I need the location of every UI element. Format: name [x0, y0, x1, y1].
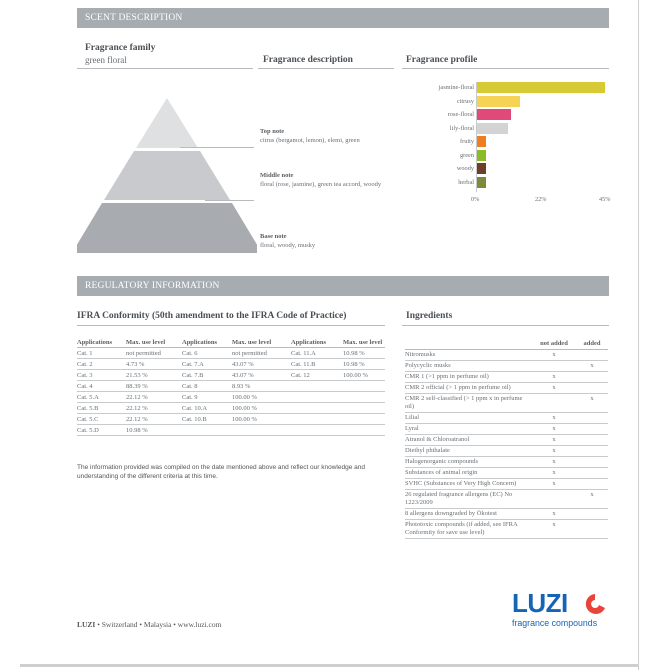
ifra-cell: Cat. 1 — [77, 348, 126, 359]
ingredient-added-mark — [576, 350, 608, 361]
ifra-header: Applications — [291, 337, 343, 348]
ifra-row — [77, 348, 385, 359]
ingredient-added-mark — [576, 457, 608, 468]
ifra-cell — [291, 425, 343, 436]
ifra-row — [77, 403, 385, 414]
logo-word: LUZI — [512, 588, 568, 618]
ifra-cell: 10.98 % — [343, 348, 385, 359]
chart-category-label: woody — [456, 165, 474, 172]
ingredient-row — [405, 394, 608, 413]
ingredient-name: Diethyl phthalate — [405, 446, 532, 457]
ifra-cell: Cat. 5.D — [77, 425, 126, 436]
ingredient-added-mark — [576, 372, 608, 383]
chart-bar-lily-floral — [477, 123, 508, 134]
chart-bar-jasmine-floral — [477, 82, 605, 93]
ifra-cell: 10.98 % — [126, 425, 182, 436]
ingredient-not-added-mark: x — [532, 424, 576, 435]
ingredient-row — [405, 490, 608, 509]
ifra-heading: IFRA Conformity (50th amendment to the IFRA Code of Practice) — [77, 311, 347, 321]
ingredient-added-mark: x — [576, 394, 608, 413]
ingredient-row — [405, 446, 608, 457]
ifra-cell: not permitted — [232, 348, 291, 359]
ingredient-added-mark — [576, 424, 608, 435]
ifra-cell: 100.00 % — [343, 370, 385, 381]
ifra-cell: 43.07 % — [232, 370, 291, 381]
ingredient-added-mark — [576, 413, 608, 424]
ifra-row — [77, 359, 385, 370]
ingredients-header-added: added — [576, 337, 608, 350]
ingredient-name: CMR 2 self-classified (> 1 ppm x in perfume oil) — [405, 394, 532, 413]
chart-category-label: rose-floral — [447, 111, 474, 118]
ingredient-added-mark — [576, 509, 608, 520]
logo-subtitle: fragrance compounds — [512, 618, 598, 628]
ingredient-row — [405, 479, 608, 490]
ifra-rule — [77, 325, 385, 326]
fragrance-profile-chart — [410, 82, 610, 212]
ingredient-row — [405, 361, 608, 372]
ifra-header: Applications — [182, 337, 232, 348]
ifra-row — [77, 370, 385, 381]
ifra-cell: Cat. 7.A — [182, 359, 232, 370]
ifra-cell: Cat. 10.A — [182, 403, 232, 414]
ingredient-not-added-mark: x — [532, 413, 576, 424]
ingredient-row — [405, 435, 608, 446]
ifra-cell: Cat. 3 — [77, 370, 126, 381]
fragrance-profile-heading: Fragrance profile — [406, 55, 478, 65]
ifra-cell: 100.00 % — [232, 403, 291, 414]
fragrance-pyramid — [77, 98, 257, 254]
ingredient-name: Lyral — [405, 424, 532, 435]
chart-category-label: lily-floral — [449, 124, 474, 132]
ifra-cell — [343, 392, 385, 403]
ifra-row — [77, 414, 385, 425]
ingredient-not-added-mark: x — [532, 509, 576, 520]
ifra-cell: 88.39 % — [126, 381, 182, 392]
chart-x-tick: 22% — [535, 196, 547, 203]
page-edge-right — [638, 0, 639, 670]
ingredient-row — [405, 520, 608, 539]
ifra-header: Max. use level — [126, 337, 182, 348]
fragrance-family-value: green floral — [85, 55, 127, 65]
ingredient-added-mark — [576, 479, 608, 490]
ingredient-name: Halogenorganic compounds — [405, 457, 532, 468]
ingredient-not-added-mark: x — [532, 520, 576, 539]
ingredient-name: 26 regulated fragrance allergens (EC) No 1223/2009 — [405, 490, 532, 509]
ifra-cell: Cat. 12 — [291, 370, 343, 381]
ingredients-rule — [402, 325, 609, 326]
ifra-cell — [182, 425, 232, 436]
ingredient-not-added-mark: x — [532, 446, 576, 457]
ingredient-added-mark — [576, 468, 608, 479]
chart-bar-woody — [477, 163, 486, 174]
ifra-cell — [343, 381, 385, 392]
ifra-cell: 8.93 % — [232, 381, 291, 392]
ifra-cell: 22.12 % — [126, 392, 182, 403]
ingredient-not-added-mark: x — [532, 350, 576, 361]
pyramid-top-tier — [136, 98, 198, 148]
footer-locations: • Switzerland • Malaysia • www.luzi.com — [95, 620, 222, 629]
ingredient-added-mark: x — [576, 361, 608, 372]
chart-category-label: citrusy — [456, 97, 474, 105]
ingredient-name: Substances of animal origin — [405, 468, 532, 479]
ifra-cell — [291, 403, 343, 414]
ingredient-not-added-mark: x — [532, 479, 576, 490]
pyramid-base-tier — [77, 203, 257, 253]
ingredient-not-added-mark — [532, 361, 576, 372]
ifra-cell: Cat. 5.C — [77, 414, 126, 425]
ingredient-not-added-mark: x — [532, 372, 576, 383]
footer-text — [77, 620, 221, 629]
regulatory-section-bar: REGULATORY INFORMATION — [77, 276, 609, 296]
ifra-cell: Cat. 11.B — [291, 359, 343, 370]
ifra-cell: Cat. 9 — [182, 392, 232, 403]
ifra-cell: not permitted — [126, 348, 182, 359]
ifra-cell: Cat. 11.A — [291, 348, 343, 359]
ifra-cell: Cat. 5.A — [77, 392, 126, 403]
ifra-cell: Cat. 6 — [182, 348, 232, 359]
scent-section-bar: SCENT DESCRIPTION — [77, 8, 609, 28]
ifra-cell — [291, 381, 343, 392]
ingredient-not-added-mark: x — [532, 383, 576, 394]
chart-x-tick: 45% — [599, 196, 611, 203]
description-rule — [258, 68, 394, 69]
ingredient-added-mark — [576, 435, 608, 446]
ifra-cell: Cat. 10.B — [182, 414, 232, 425]
ingredient-name: CMR 1 (>1 ppm in perfume oil) — [405, 372, 532, 383]
middle-note-text: floral (rose, jasmine), green tea accord, woody — [260, 181, 382, 188]
ifra-cell: 22.12 % — [126, 403, 182, 414]
ingredients-header-name — [405, 337, 532, 350]
ingredient-not-added-mark: x — [532, 468, 576, 479]
ifra-cell — [343, 425, 385, 436]
ingredient-not-added-mark: x — [532, 435, 576, 446]
ingredient-added-mark — [576, 383, 608, 394]
ifra-cell: Cat. 7.B — [182, 370, 232, 381]
ingredient-name: 8 allergens downgraded by Ökotest — [405, 509, 532, 520]
ifra-cell — [291, 414, 343, 425]
chart-bar-rose-floral — [477, 109, 511, 120]
ifra-cell: 21.53 % — [126, 370, 182, 381]
chart-category-label: jasmine-floral — [438, 84, 474, 91]
profile-rule — [402, 68, 609, 69]
ifra-cell: Cat. 2 — [77, 359, 126, 370]
luzi-logo — [512, 590, 612, 628]
ingredient-name: CMR 2 official (> 1 ppm in perfume oil) — [405, 383, 532, 394]
middle-note-rule — [205, 200, 254, 201]
ingredient-name: Nitromusks — [405, 350, 532, 361]
fragrance-description-heading: Fragrance description — [263, 55, 353, 65]
chart-bar-fruity — [477, 136, 486, 147]
ifra-cell — [343, 403, 385, 414]
ifra-row — [77, 381, 385, 392]
ingredient-name: Atranol & Chloroatranol — [405, 435, 532, 446]
ingredients-table — [405, 337, 608, 539]
ingredient-name: Polycyclic musks — [405, 361, 532, 372]
chart-category-label: herbal — [458, 178, 474, 186]
ingredient-row — [405, 509, 608, 520]
chart-bar-green — [477, 150, 486, 161]
ingredients-header-not-added: not added — [532, 337, 576, 350]
ifra-cell: Cat. 5.B — [77, 403, 126, 414]
ifra-cell: Cat. 8 — [182, 381, 232, 392]
fragrance-family-heading: Fragrance family — [85, 43, 156, 53]
middle-note-title: Middle note — [260, 172, 294, 179]
ingredient-row — [405, 383, 608, 394]
pyramid-middle-tier — [104, 151, 230, 200]
ifra-header: Max. use level — [343, 337, 385, 348]
ingredients-heading: Ingredients — [406, 311, 453, 321]
ingredient-added-mark — [576, 446, 608, 457]
top-note-title: Top note — [260, 128, 285, 135]
ifra-header: Applications — [77, 337, 126, 348]
ifra-table — [77, 337, 385, 436]
ifra-cell: 22.12 % — [126, 414, 182, 425]
chart-x-tick: 0% — [471, 196, 480, 203]
base-note-title: Base note — [260, 233, 287, 240]
ifra-header: Max. use level — [232, 337, 291, 348]
ingredient-name: Lilial — [405, 413, 532, 424]
ingredient-added-mark — [576, 520, 608, 539]
page-edge-bottom — [20, 664, 638, 667]
ingredient-row — [405, 413, 608, 424]
ingredient-not-added-mark: x — [532, 457, 576, 468]
chart-category-label: green — [460, 151, 474, 159]
ifra-cell — [343, 414, 385, 425]
footer-brand: LUZI — [77, 620, 96, 629]
ingredient-row — [405, 350, 608, 361]
family-rule — [77, 68, 253, 69]
disclaimer-text: The information provided was compiled on the date mentioned above and reflect our knowledge and understanding of the different criteria at this time. — [77, 464, 365, 480]
ifra-row — [77, 425, 385, 436]
ingredient-row — [405, 468, 608, 479]
ingredient-row — [405, 424, 608, 435]
ingredient-row — [405, 372, 608, 383]
ifra-cell: 100.00 % — [232, 414, 291, 425]
base-note-text: floral, woody, musky — [260, 242, 316, 249]
ifra-cell — [232, 425, 291, 436]
top-note-text: citrus (bergamot, lemon), elemi, green — [260, 137, 360, 144]
chart-bar-citrusy — [477, 96, 520, 107]
ingredient-name: SVHC (Substances of Very High Concern) — [405, 479, 532, 490]
ifra-cell: 4.73 % — [126, 359, 182, 370]
ifra-cell: Cat. 4 — [77, 381, 126, 392]
ifra-cell — [291, 392, 343, 403]
ifra-cell: 100.00 % — [232, 392, 291, 403]
ingredient-not-added-mark — [532, 394, 576, 413]
chart-bar-herbal — [477, 177, 486, 188]
ingredient-name: Phototoxic compounds (if added, see IFRA Conformity for save use level) — [405, 520, 532, 539]
logo-swirl-icon — [582, 592, 608, 616]
ingredient-row — [405, 457, 608, 468]
ifra-cell: 43.07 % — [232, 359, 291, 370]
ifra-row — [77, 392, 385, 403]
ingredient-added-mark: x — [576, 490, 608, 509]
chart-category-label: fruity — [460, 138, 474, 145]
top-note-rule — [180, 147, 254, 148]
ingredient-not-added-mark — [532, 490, 576, 509]
ifra-cell: 10.98 % — [343, 359, 385, 370]
